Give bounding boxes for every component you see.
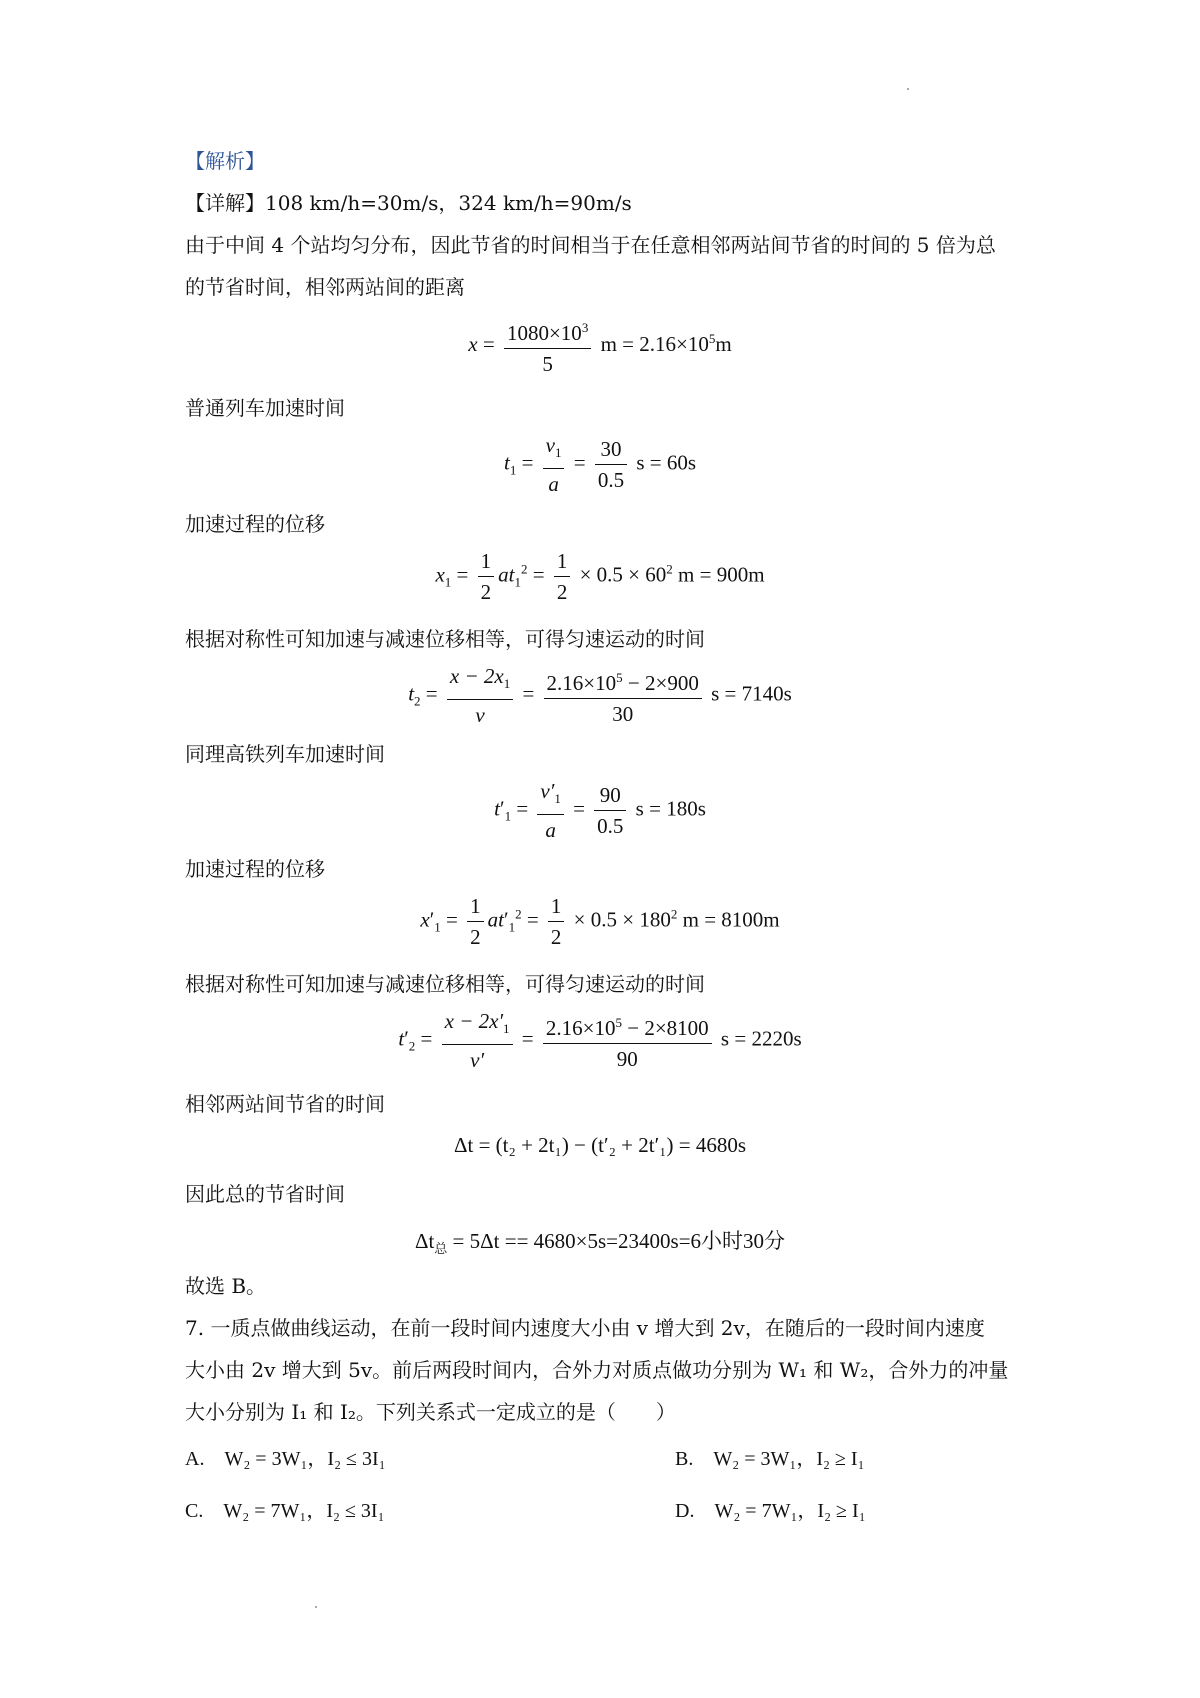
section-heading: 【解析】 bbox=[185, 149, 265, 173]
option-b: B. W₂ = 3W₁，I₂ ≥ I₁ bbox=[675, 1448, 865, 1470]
fraction: $\frac{30}{0.5}$ bbox=[595, 436, 627, 493]
equation-time-saved-pair: Δt = (t₂ + 2t₁) − (t′₂ + 2t′₁) = 4680s bbox=[453, 1133, 746, 1157]
option-a: A. W₂ = 3W₁，I₂ ≤ 3I₁ bbox=[185, 1448, 386, 1470]
equation-displacement-normal: $x_1$ = $\frac{1}{2}$ $at_1^2$ = $\frac{1}{2}$ × $0.5 \times 60^2$ m = 900m bbox=[435, 549, 765, 604]
paragraph-line: 同理高铁列车加速时间 bbox=[185, 742, 385, 766]
equation-time-saved-total: $\Delta t_总 = 5\Delta t == 4680\times 5s=23400s=6$小时30分 bbox=[414, 1229, 786, 1257]
equation-distance: x = $\frac{1080\times 10^3}{5}$ $m = 2.16\times 10^5m$ bbox=[0, 315, 1200, 377]
paragraph-line: 加速过程的位移 bbox=[185, 857, 325, 881]
equation-uniform-time-highspeed: $t'_2$ = $\frac{x - 2x'_1}{v'}$ = $\frac{2.16\times 10^5 - 2\times 8100}{90}$ s = 2220s bbox=[398, 1009, 802, 1073]
equation-accel-time-highspeed: $t'_1$ = $\frac{v'_1}{a}$ = $\frac{90}{0.5}$ s = 180s bbox=[494, 779, 706, 843]
fraction: $\frac{1}{2}$ bbox=[467, 893, 484, 950]
fraction: $\frac{v_1}{a}$ bbox=[543, 432, 565, 497]
option-c: C. W₂ = 7W₁，I₂ ≤ 3I₁ bbox=[185, 1500, 385, 1522]
paragraph-line: 由于中间 4 个站均匀分布，因此节省的时间相当于在任意相邻两站间节省的时间的 5 倍为总 bbox=[185, 233, 996, 257]
fraction: $\frac{1}{2}$ bbox=[478, 548, 495, 605]
option-d: D. W₂ = 7W₁，I₂ ≥ I₁ bbox=[675, 1500, 866, 1522]
answer-line: 故选 B。 bbox=[185, 1274, 267, 1298]
paragraph-line: 根据对称性可知加速与减速位移相等，可得匀速运动的时间 bbox=[185, 627, 705, 651]
scan-speck bbox=[315, 1606, 317, 1608]
paragraph-line: 根据对称性可知加速与减速位移相等，可得匀速运动的时间 bbox=[185, 972, 705, 996]
fraction: $\frac{1080\times 10^3}{5}$ bbox=[504, 315, 591, 377]
question-line: 大小由 2v 增大到 5v。前后两段时间内，合外力对质点做功分别为 W₁ 和 W₂，合外力的冲量 bbox=[185, 1358, 1009, 1382]
fraction: $\frac{1}{2}$ bbox=[554, 548, 571, 605]
paragraph-line: 因此总的节省时间 bbox=[185, 1182, 345, 1206]
detail-line: 【详解】108 km/h=30m/s，324 km/h=90m/s bbox=[185, 191, 632, 215]
scan-speck bbox=[907, 88, 909, 90]
fraction: $\frac{2.16\times 10^5 - 2\times 8100}{90}$ bbox=[543, 1010, 712, 1072]
question-line: 大小分别为 I₁ 和 I₂。下列关系式一定成立的是（ ） bbox=[185, 1400, 676, 1424]
equation-displacement-highspeed: $x'_1$ = $\frac{1}{2}$ $at'_1^2$ = $\frac{1}{2}$ × $0.5 \times 180^2$ m = 8100m bbox=[420, 894, 780, 949]
fraction: $\frac{90}{0.5}$ bbox=[594, 782, 626, 839]
equation-uniform-time-normal: $t_2$ = $\frac{x - 2x_1}{v}$ = $\frac{2.16\times 10^5 - 2\times 900}{30}$ s = 7140s bbox=[408, 664, 792, 728]
paragraph-line: 普通列车加速时间 bbox=[185, 396, 345, 420]
fraction: $\frac{2.16\times 10^5 - 2\times 900}{30}$ bbox=[544, 665, 702, 727]
fraction: $\frac{v'_1}{a}$ bbox=[537, 778, 563, 843]
fraction: $\frac{x - 2x'_1}{v'}$ bbox=[442, 1008, 513, 1073]
paragraph-line: 加速过程的位移 bbox=[185, 512, 325, 536]
fraction: $\frac{x - 2x_1}{v}$ bbox=[447, 663, 513, 728]
question-line: 7. 一质点做曲线运动，在前一段时间内速度大小由 v 增大到 2v，在随后的一段时间内速度 bbox=[185, 1316, 985, 1340]
equation-accel-time-normal: $t_1$ = $\frac{v_1}{a}$ = $\frac{30}{0.5}$ s = 60s bbox=[503, 433, 697, 497]
paragraph-line: 相邻两站间节省的时间 bbox=[185, 1092, 385, 1116]
paragraph-line: 的节省时间，相邻两站间的距离 bbox=[185, 275, 465, 299]
fraction: $\frac{1}{2}$ bbox=[548, 893, 565, 950]
